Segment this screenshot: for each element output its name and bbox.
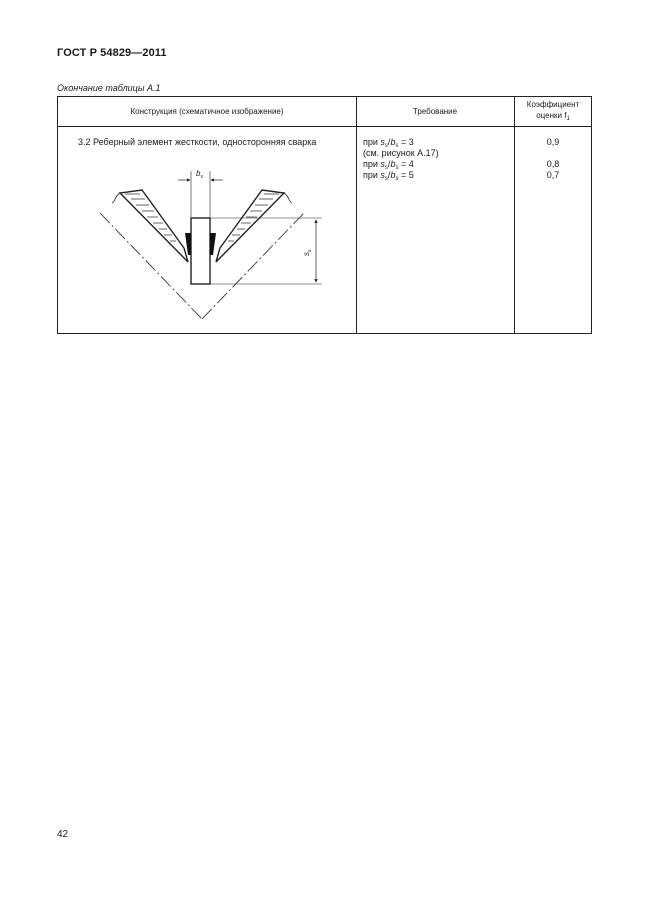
requirement-list xyxy=(363,137,513,181)
coefficient-value xyxy=(514,148,592,159)
rib-web xyxy=(191,218,210,284)
coefficient-value: 0,9 xyxy=(546,137,560,147)
column-header-coefficient: Коэффициент оценки $f_1$ xyxy=(526,99,580,122)
requirement-item: при $s_s/b_s = 5$ xyxy=(363,170,414,182)
coefficient-value: 0,7 xyxy=(546,170,560,180)
header-divider xyxy=(58,126,591,127)
column-divider xyxy=(356,97,357,333)
centerline-left xyxy=(100,213,202,319)
requirement-item: при $s_s/b_s = 3$ xyxy=(363,137,414,149)
rib-stiffener-drawing xyxy=(92,163,332,323)
left-flange xyxy=(112,190,188,262)
requirement-item: при $s_s/b_s = 4$ xyxy=(363,159,414,171)
page-number: 42 xyxy=(57,829,69,840)
requirement-note: (см. рисунок А.17) xyxy=(363,148,439,158)
column-header-construction: Конструкция (схематичное изображение) xyxy=(130,107,284,116)
column-divider xyxy=(514,97,515,333)
label-bs: $b_s$ xyxy=(196,169,203,180)
coefficient-list xyxy=(514,137,592,181)
coefficient-value: 0,8 xyxy=(546,159,560,169)
document-standard-header: ГОСТ Р 54829—2011 xyxy=(57,47,167,59)
right-flange xyxy=(216,190,292,262)
table-caption: Окончание таблицы А.1 xyxy=(57,83,161,93)
row-description: 3.2 Реберный элемент жесткости, односторонняя сварка xyxy=(78,137,317,147)
label-ss: $s_s$ xyxy=(302,249,313,256)
centerline-right xyxy=(202,213,304,319)
column-header-requirement: Требование xyxy=(412,107,458,116)
